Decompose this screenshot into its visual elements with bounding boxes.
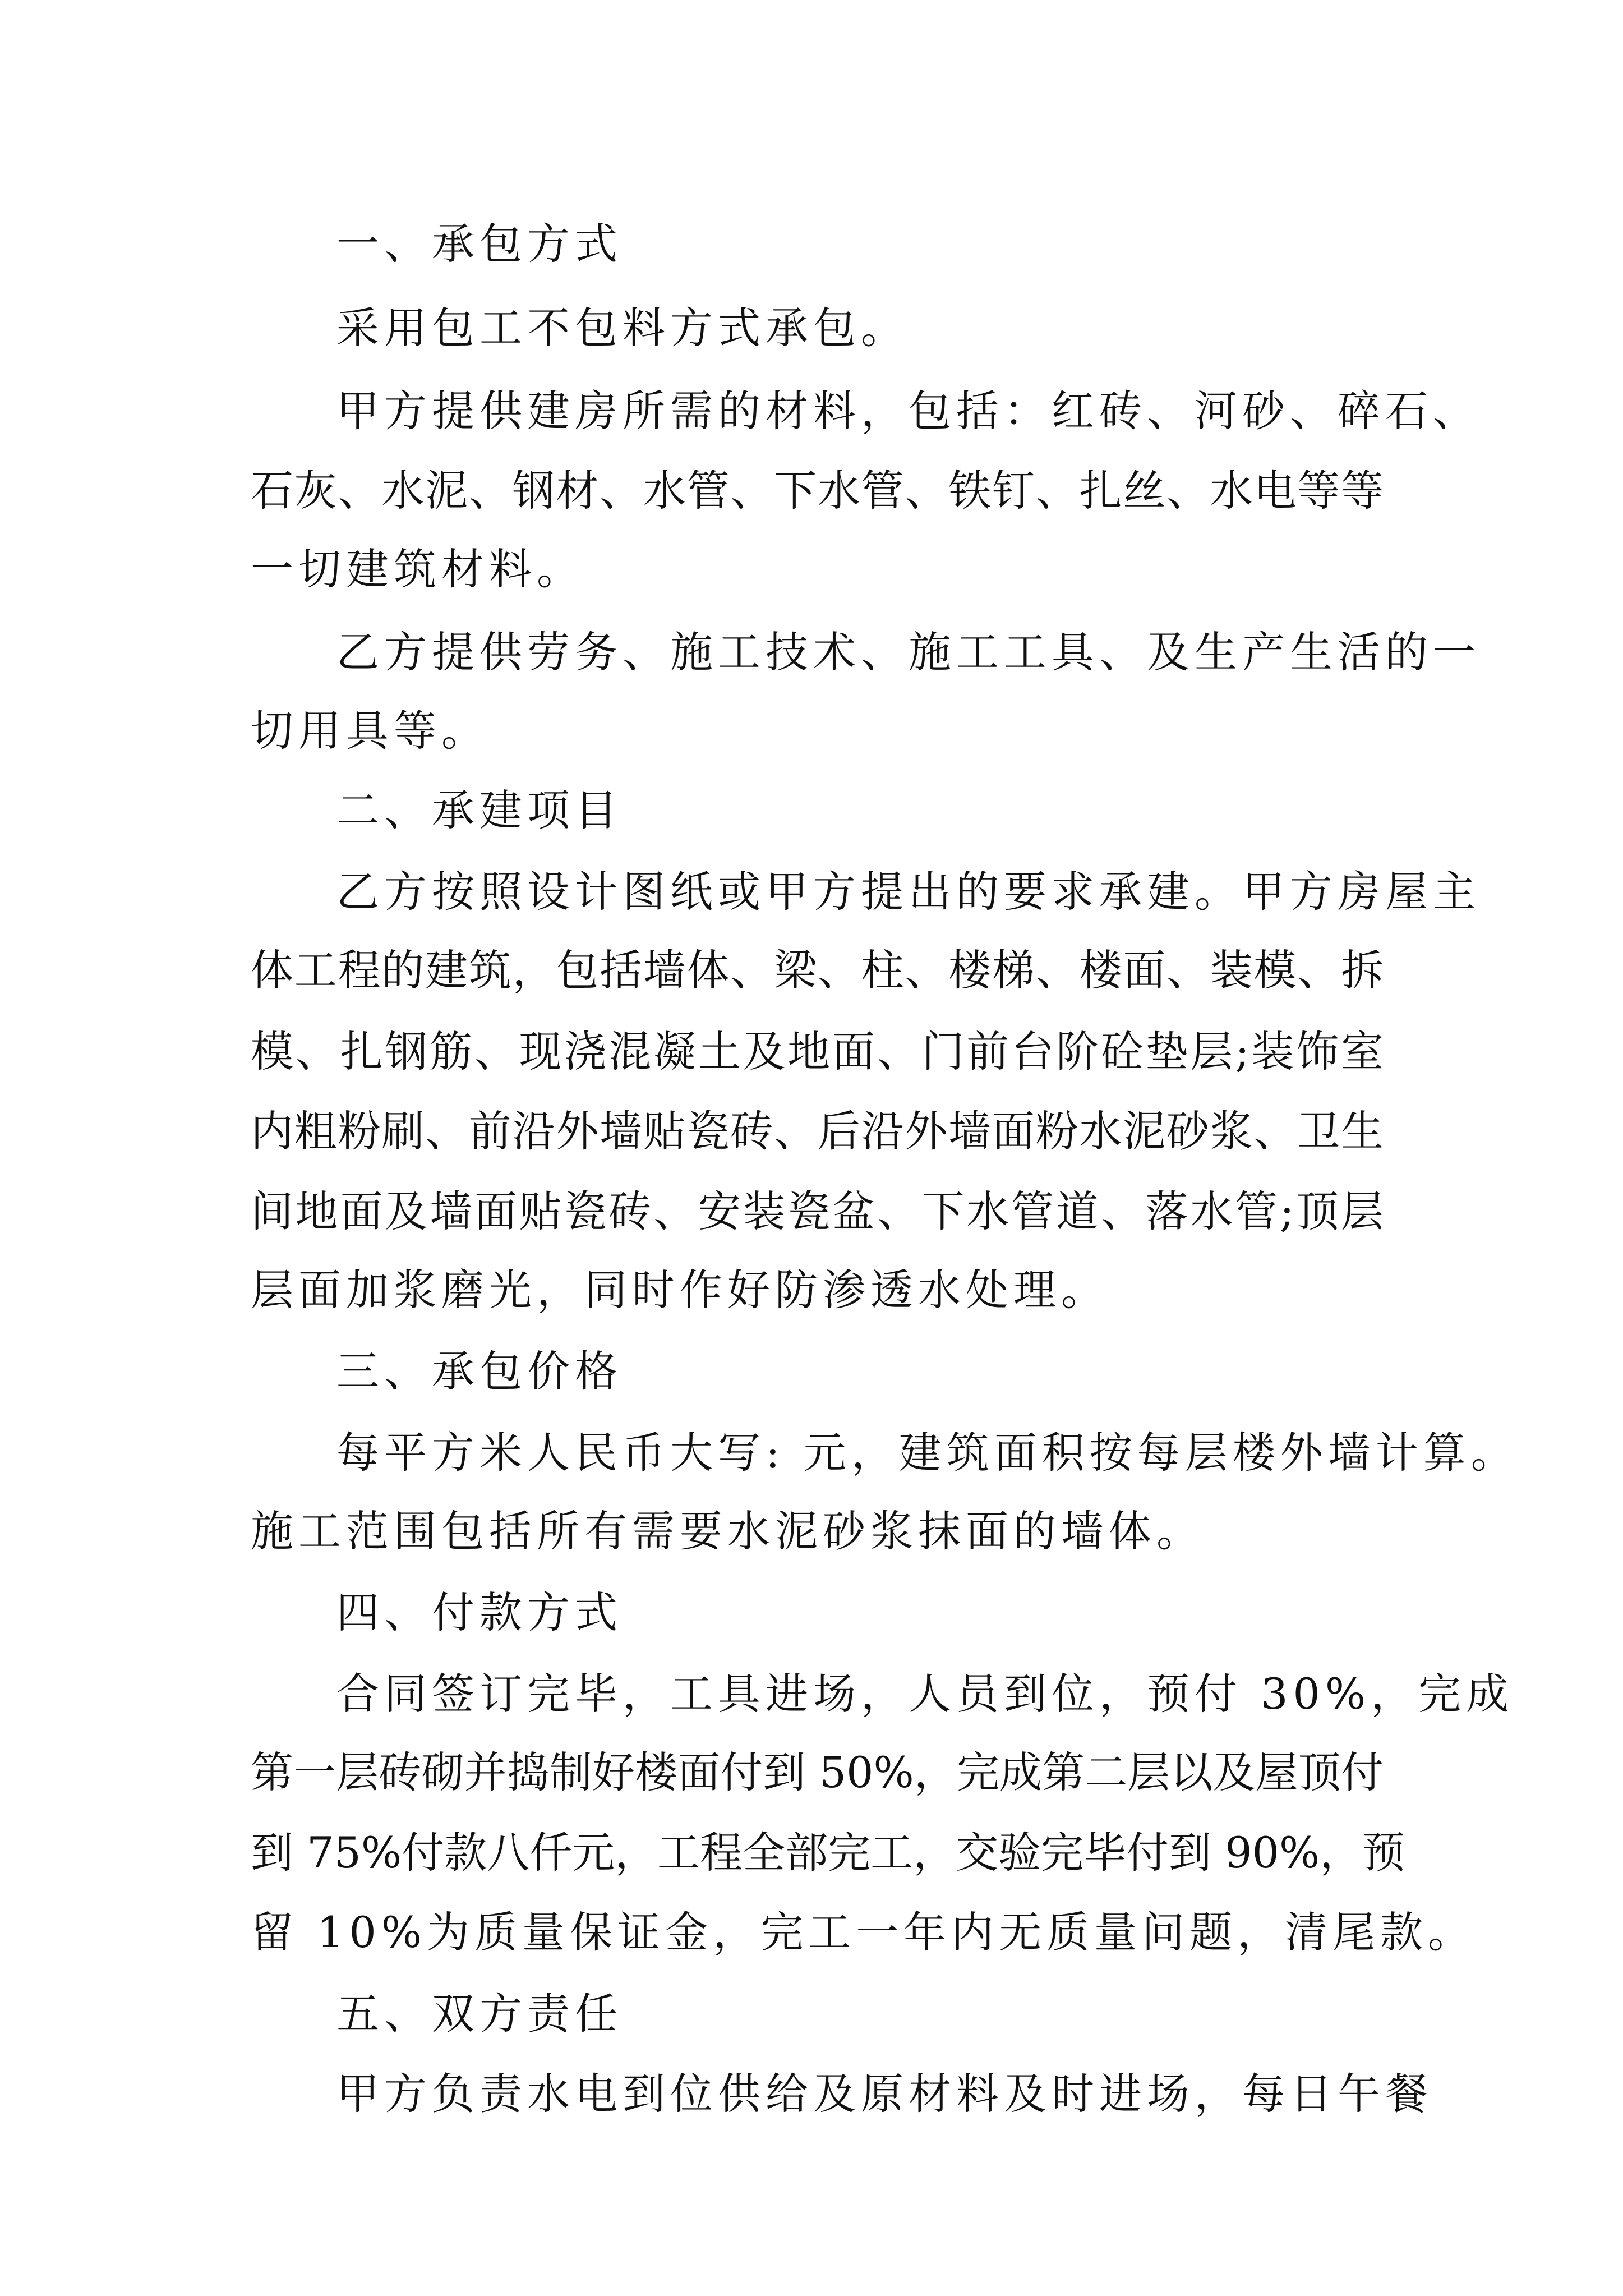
paragraph-line: 乙方提供劳务、施工技术、施工工具、及生产生活的一 [336, 627, 1481, 677]
section-heading-4: 四、付款方式 [336, 1588, 623, 1637]
paragraph-line: 每平方米人民币大写: 元，建筑面积按每层楼外墙计算。 [336, 1428, 1519, 1478]
section-heading-2: 二、承建项目 [336, 785, 623, 835]
section-heading-3: 三、承包价格 [336, 1346, 623, 1396]
paragraph-line: 一切建筑材料。 [251, 544, 584, 594]
paragraph-line: 采用包工不包料方式承包。 [336, 303, 909, 353]
paragraph-line: 模、扎钢筋、现浇混凝土及地面、门前台阶砼垫层;装饰室 [251, 1027, 1384, 1076]
paragraph-line: 层面加浆磨光，同时作好防渗透水处理。 [251, 1265, 1109, 1315]
paragraph-line: 甲方提供建房所需的材料，包括：红砖、河砂、碎石、 [336, 386, 1481, 436]
paragraph-line: 第一层砖砌并捣制好楼面付到 50%，完成第二层以及屋顶付 [251, 1747, 1384, 1797]
paragraph-line: 内粗粉刷、前沿外墙贴瓷砖、后沿外墙面粉水泥砂浆、卫生 [251, 1106, 1384, 1156]
paragraph-line: 间地面及墙面贴瓷砖、安装瓷盆、下水管道、落水管;顶层 [251, 1186, 1384, 1236]
paragraph-line: 施工范围包括所有需要水泥砂浆抹面的墙体。 [251, 1506, 1204, 1556]
section-heading-5: 五、双方责任 [336, 1989, 623, 2039]
paragraph-line: 切用具等。 [251, 706, 489, 756]
paragraph-line: 合同签订完毕，工具进场，人员到位，预付 30%，完成 [336, 1669, 1514, 1719]
paragraph-line: 体工程的建筑，包括墙体、梁、柱、楼梯、楼面、装模、拆 [251, 945, 1384, 995]
paragraph-line: 到 75%付款八仟元，工程全部完工，交验完毕付到 90%，预 [251, 1828, 1405, 1878]
section-heading-1: 一、承包方式 [336, 219, 623, 269]
paragraph-line: 留 10%为质量保证金，完工一年内无质量问题，清尾款。 [251, 1907, 1476, 1957]
paragraph-line: 甲方负责水电到位供给及原材料及时进场，每日午餐 [336, 2069, 1433, 2119]
paragraph-line: 乙方按照设计图纸或甲方提出的要求承建。甲方房屋主 [336, 867, 1481, 917]
paragraph-line: 石灰、水泥、钢材、水管、下水管、铁钉、扎丝、水电等等 [251, 466, 1384, 516]
